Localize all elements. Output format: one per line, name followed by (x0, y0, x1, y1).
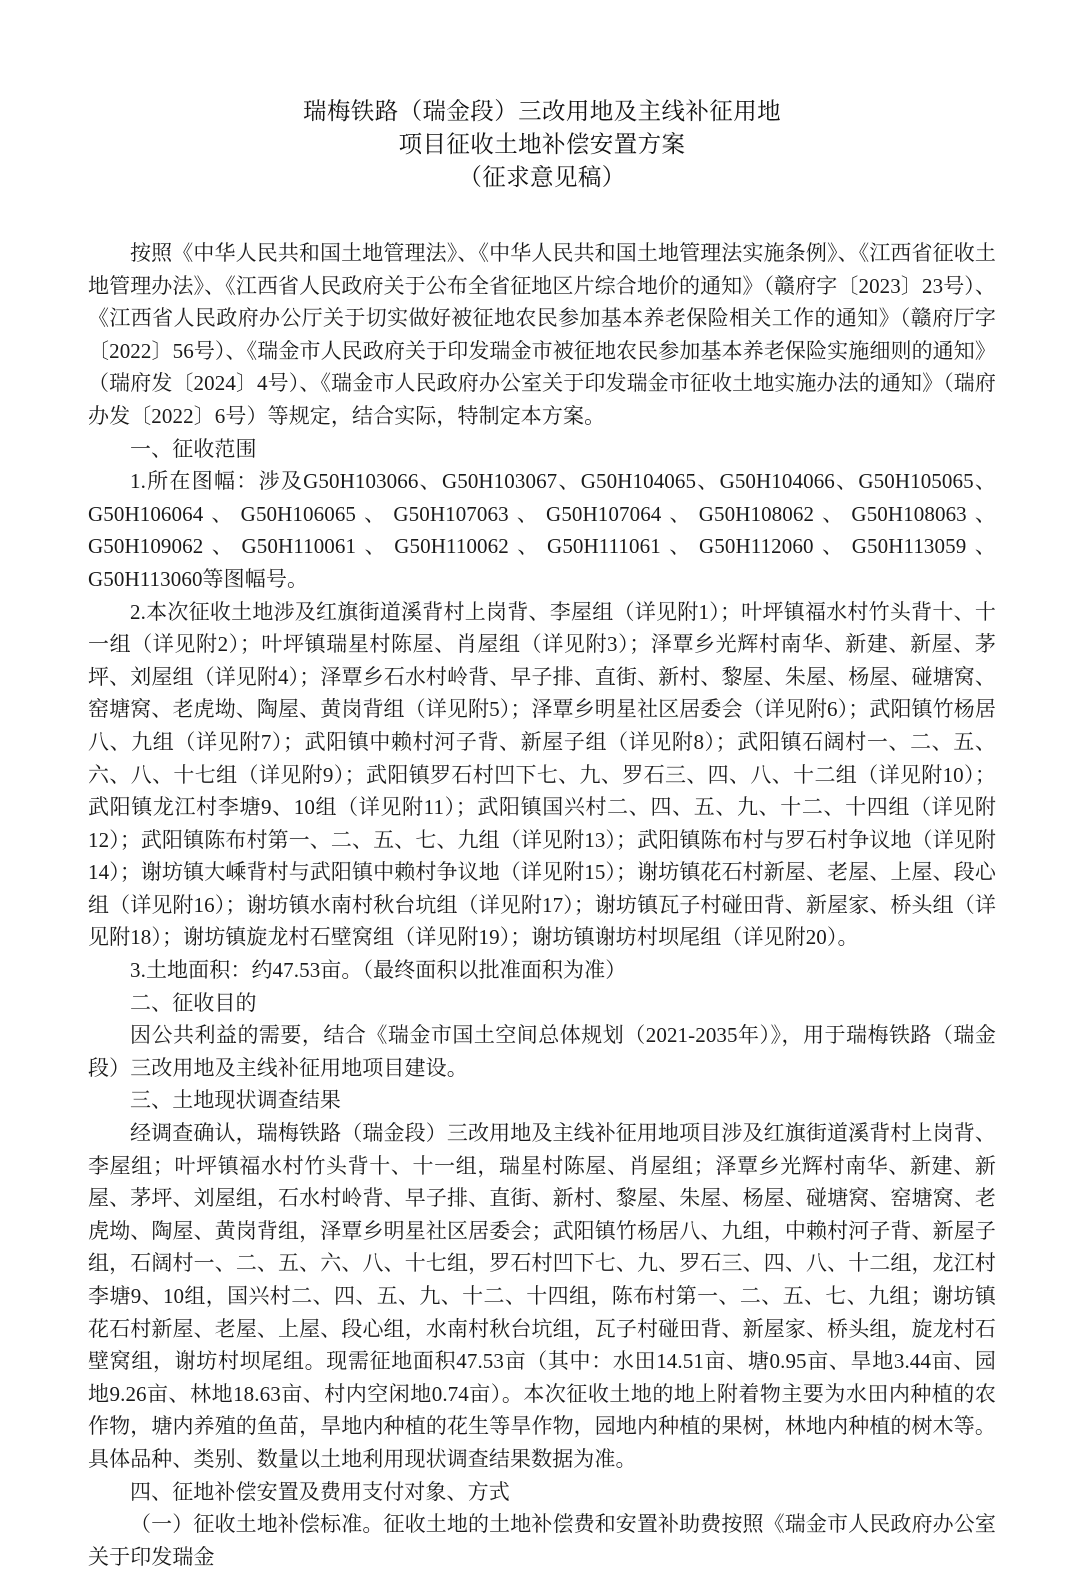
section-heading-1: 一、征收范围 (130, 436, 257, 461)
paragraph-acquisition-purpose: 因公共利益的需要，结合《瑞金市国土空间总体规划（2021-2035年）》，用于瑞梅铁路（瑞金段）三改用地及主线补征用地项目建设。 (88, 1023, 996, 1080)
document-title-line-1: 瑞梅铁路（瑞金段）三改用地及主线补征用地 (303, 99, 781, 125)
document-title-line-3: （征求意见稿） (458, 165, 626, 191)
section-heading-4: 四、征地补偿安置及费用支付对象、方式 (130, 1479, 510, 1504)
paragraph-scope-villages: 2.本次征收土地涉及红旗街道溪背村上岗背、李屋组（详见附1）；叶坪镇福水村竹头背十、十一组（详见附2）；叶坪镇瑞星村陈屋、肖屋组（详见附3）；泽覃乡光辉村南华、新建、新屋、茅坪、刘屋组（详见附4）；泽覃乡石水村岭背、早子排、直街、新村、黎屋、朱屋、杨屋、碰塘窝、窑塘窝、老虎坳、陶屋、黄岗背组（详见附5）；泽覃乡明星社区居委会（详见附6）；武阳镇竹杨居八、九组（详见附7）；武阳镇中赖村河子背、新屋子组（详见附8）；武阳镇石阔村一、二、五、六、八、十七组（详见附9）；武阳镇罗石村凹下七、九、罗石三、四、八、十二组（详见附10）；武阳镇龙江村李塘9、10组（详见附11）；武阳镇国兴村二、四、五、九、十二、十四组（详见附12）；武阳镇陈布村第一、二、五、七、九组（详见附13）；武阳镇陈布村与罗石村争议地（详见附14）；谢坊镇大嵊背村与武阳镇中赖村争议地（详见附15）；谢坊镇花石村新屋、老屋、上屋、段心组（详见附16）；谢坊镇水南村秋台坑组（详见附17）；谢坊镇瓦子村碰田背、新屋家、桥头组（详见附18）；谢坊镇旋龙村石壁窝组（详见附19）；谢坊镇谢坊村坝尾组（详见附20）。 (88, 599, 996, 950)
paragraph-preamble: 按照《中华人民共和国土地管理法》、《中华人民共和国土地管理法实施条例》、《江西省征收土地管理办法》、《江西省人民政府关于公布全省征地区片综合地价的通知》（赣府字〔2023〕23号）、《江西省人民政府办公厅关于切实做好被征地农民参加基本养老保险相关工作的通知》（赣府厅字〔2022〕56号）、《瑞金市人民政府关于印发瑞金市被征地农民参加基本养老保险实施细则的通知》（瑞府发〔2024〕4号）、《瑞金市人民政府办公室关于印发瑞金市征收土地实施办法的通知》（瑞府办发〔2022〕6号）等规定，结合实际，特制定本方案。 (88, 241, 996, 428)
document-title-block (88, 0, 996, 195)
section-heading-2: 二、征收目的 (130, 990, 257, 1015)
section-heading-3: 三、土地现状调查结果 (130, 1088, 341, 1113)
paragraph-land-survey-result: 经调查确认，瑞梅铁路（瑞金段）三改用地及主线补征用地项目涉及红旗街道溪背村上岗背、李屋组；叶坪镇福水村竹头背十、十一组，瑞星村陈屋、肖屋组；泽覃乡光辉村南华、新建、新屋、茅坪、刘屋组，石水村岭背、早子排、直街、新村、黎屋、朱屋、杨屋、碰塘窝、窑塘窝、老虎坳、陶屋、黄岗背组，泽覃乡明星社区居委会；武阳镇竹杨居八、九组，中赖村河子背、新屋子组，石阔村一、二、五、六、八、十七组，罗石村凹下七、九、罗石三、四、八、十二组，龙江村李塘9、10组，国兴村二、四、五、九、十二、十四组，陈布村第一、二、五、七、九组；谢坊镇花石村新屋、老屋、上屋、段心组，水南村秋台坑组，瓦子村碰田背、新屋家、桥头组，旋龙村石壁窝组，谢坊村坝尾组。现需征地面积47.53亩（其中：水田14.51亩、塘0.95亩、旱地3.44亩、园地9.26亩、林地18.63亩、村内空闲地0.74亩）。本次征收土地的地上附着物主要为水田内种植的农作物，塘内养殖的鱼苗，旱地内种植的花生等旱作物，园地内种植的果树，林地内种植的树木等。具体品种、类别、数量以土地利用现状调查结果数据为准。 (88, 1121, 996, 1471)
paragraph-scope-land-area: 3.土地面积：约47.53亩。（最终面积以批准面积为准） (130, 958, 627, 983)
paragraph-scope-map-sheets: 1.所在图幅：涉及G50H103066、G50H103067、G50H104065、G50H104066、G50H105065、G50H106064、G50H106065、G50H107063、G50H107064、G50H108062、G50H108063、G50H109062、G50H110061、G50H110062、G50H111061、G50H112060、G50H113059、G50H113060等图幅号。 (88, 469, 996, 591)
document-paragraph-flow (88, 237, 996, 1573)
document-title-line-2: 项目征收土地补偿安置方案 (398, 132, 686, 158)
paragraph-compensation-standard: （一）征收土地补偿标准。征收土地的土地补偿费和安置补助费按照《瑞金市人民政府办公室关于印发瑞金 (88, 1512, 996, 1569)
document-body-column (88, 0, 996, 1573)
